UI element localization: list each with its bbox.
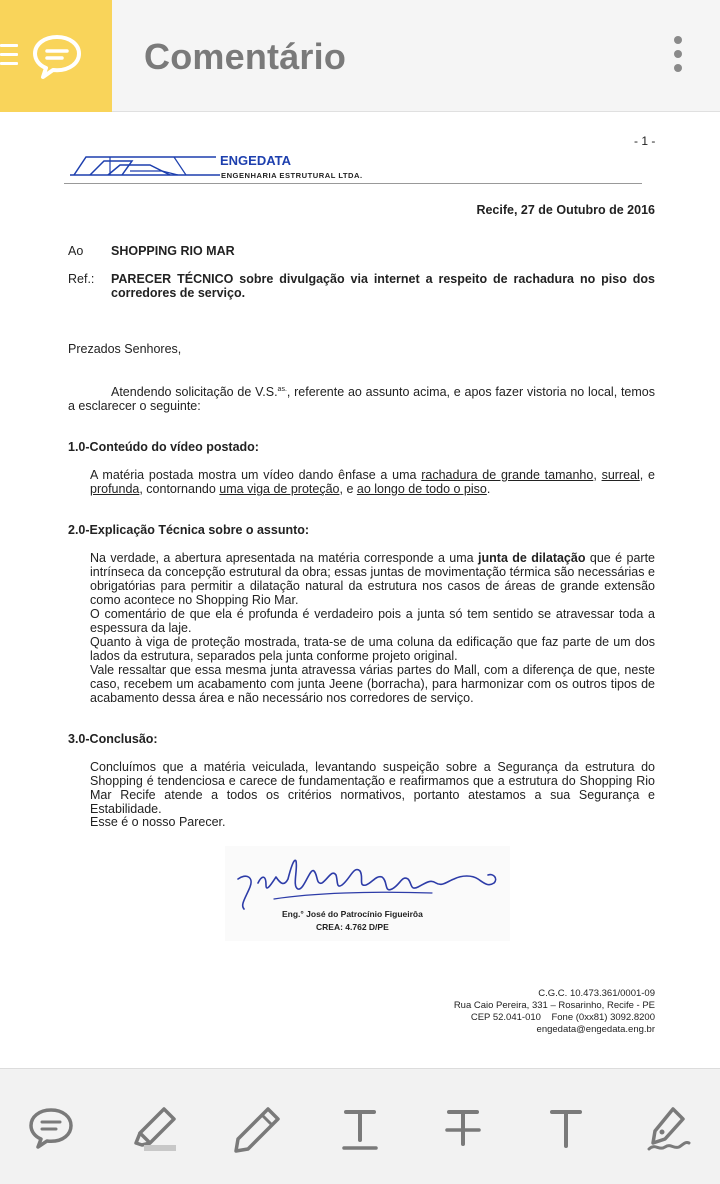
underline-tool-button[interactable] — [334, 1104, 386, 1154]
section-2-body: Na verdade, a abertura apresentada na matéria corresponde a uma junta de dilatação que é parte intrínseca da concepção estrutural da obra; essas juntas de movimentação térmica são necessárias e obrigatórias para permitir a dilatação natural da estrutura nos casos de áreas de grande extensão como acontece no Shopping Rio Mar. O comentário de que ela é profunda é verdadeiro pois a junta só tem sentido se atravessar toda a espessura da laje. Quanto à viga de proteção mostrada, trata-se de uma coluna da edificação que faz parte de um dos lados da estrutura, separados pela junta conforme projeto original. Vale ressaltar que essa mesma junta atravessa várias partes do Mall, com a diferença de que, neste caso, recebem um acabamento com junta Jeene (borracha), para harmonizar com os outros tipos de acabamento dessa área e não necessário nos corredores de serviço. — [90, 551, 655, 705]
pencil-tool-button[interactable] — [231, 1104, 283, 1154]
pencil-icon — [232, 1105, 282, 1153]
text-tool-button[interactable] — [540, 1104, 592, 1154]
text-strikethrough-icon — [443, 1106, 483, 1152]
to-label: Ao — [68, 244, 84, 258]
recipient: SHOPPING RIO MAR — [111, 244, 235, 258]
ref-label: Ref.: — [68, 272, 95, 286]
text-insert-icon — [546, 1106, 586, 1152]
text-underline-icon — [340, 1106, 380, 1152]
strikethrough-tool-button[interactable] — [437, 1104, 489, 1154]
page-title: Comentário — [144, 36, 347, 77]
salutation: Prezados Senhores, — [68, 342, 182, 356]
highlighter-tool-button[interactable] — [128, 1104, 180, 1154]
engedata-logo — [70, 149, 220, 177]
header-divider — [64, 183, 642, 184]
comments-panel-button[interactable] — [0, 0, 112, 112]
footer-cgc: C.G.C. 10.473.361/0001-09 — [538, 988, 655, 999]
company-subtitle: ENGENHARIA ESTRUTURAL LTDA. — [221, 171, 363, 180]
handwritten-signature — [232, 853, 502, 915]
section-1-body: A matéria postada mostra um vídeo dando ênfase a uma rachadura de grande tamanho, surreal, e profunda, contornando uma viga de proteção, e ao longo de todo o piso. — [90, 468, 655, 496]
menu-icon — [0, 44, 18, 66]
footer-address: Rua Caio Pereira, 331 – Rosarinho, Recife - PE — [453, 1000, 655, 1011]
page-number: - 1 - — [634, 134, 656, 148]
signatory-crea: CREA: 4.762 D/PE — [316, 922, 389, 932]
closing-line: Esse é o nosso Parecer. — [90, 815, 226, 829]
footer-email: engedata@engedata.eng.br — [536, 1024, 655, 1035]
subject-reference: PARECER TÉCNICO sobre divulgação via internet a respeito de rachadura no piso dos corredores de serviço. — [111, 272, 655, 300]
footer-cep-phone: CEP 52.041-010 Fone (0xx81) 3092.8200 — [470, 1012, 655, 1023]
intro-paragraph: Atendendo solicitação de V.S.$^{as.}$, referente ao assunto acima, e apos fazer vistoria no local, temos a esclarecer o seguinte: — [68, 385, 655, 414]
app-bar — [0, 0, 720, 112]
highlighter-icon — [128, 1105, 180, 1153]
section-2-title: 2.0-Explicação Técnica sobre o assunto: — [68, 523, 310, 537]
company-name: ENGEDATA — [220, 153, 292, 168]
comment-bubble-icon — [32, 34, 82, 80]
annotation-toolbar — [0, 1068, 720, 1184]
more-options-icon[interactable] — [666, 36, 690, 78]
comment-icon — [27, 1107, 75, 1151]
section-3-body: Concluímos que a matéria veiculada, levantando suspeição sobre a Segurança da estrutura do Shopping é tendenciosa e carece de fundamentação e reafirmamos que a estrutura do Shopping Rio Mar Recife atende a todos os critérios normativos, portanto atestamos a sua Segurança e Estabilidade. — [90, 760, 655, 816]
signature-tool-button[interactable] — [643, 1104, 695, 1154]
section-1-title: 1.0-Conteúdo do vídeo postado: — [68, 440, 259, 454]
section-3-title: 3.0-Conclusão: — [68, 732, 158, 746]
letter-date: Recife, 27 de Outubro de 2016 — [476, 203, 655, 217]
comment-tool-button[interactable] — [25, 1104, 77, 1154]
document-page — [0, 113, 720, 1068]
signature-pen-icon — [643, 1105, 695, 1153]
signatory-name: Eng.° José do Patrocínio Figueirôa — [282, 909, 423, 919]
